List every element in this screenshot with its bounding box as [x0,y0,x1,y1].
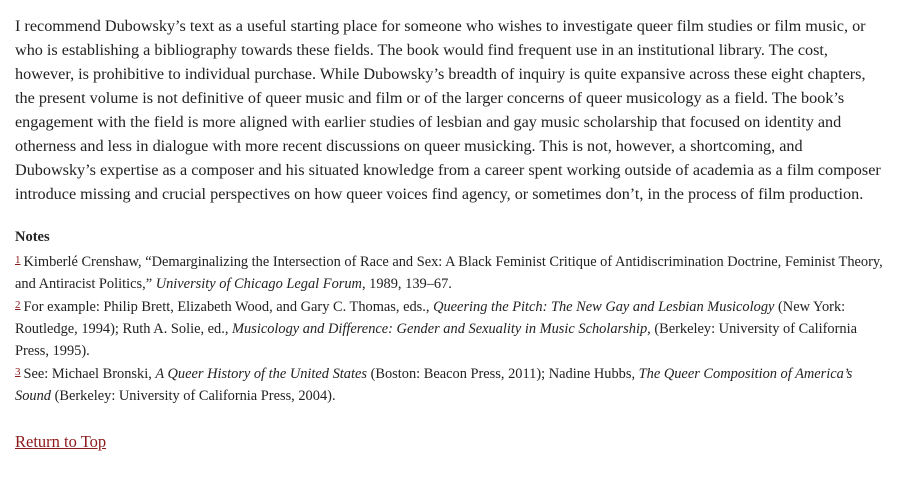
body-paragraph: I recommend Dubowsky’s text as a useful starting place for someone who wishes to investigate queer film studies or film music, or who is establishing a bibliography towards these fields. The book would find frequent use in an institutional library. The cost, however, is prohibitive to individual purchase. While Dubowsky’s breadth of inquiry is quite expansive across these eight chapters, the present volume is not definitive of queer music and film or of the larger concerns of queer musicology as a field. The book’s engagement with the field is more aligned with earlier studies of lesbian and gay music scholarship that focused on identity and otherness and less in dialogue with more recent discussions on queer musicking. This is not, however, a shortcoming, and Dubowsky’s expertise as a composer and his situated knowledge from a career spent working outside of academia as a film composer introduce missing and crucial perspectives on how queer voices find agency, or sometimes don’t, in the process of film production. [15,17,881,203]
footnote-3-marker[interactable]: 3 [15,366,21,378]
footnote-2-text-c: , (Berkeley: University of California Press, 1995). [15,321,857,359]
notes-heading: Notes [15,229,50,245]
footnote-3-text-a: See: Michael Bronski, [23,366,156,382]
footnote-2-title-b: Musicology and Difference: Gender and Sexuality in Music Scholarship [232,321,648,337]
footnote-1-title-a: University of Chicago Legal Forum [155,276,362,292]
footnote-1-marker[interactable]: 1 [15,254,21,266]
footnote-3-text-b: (Boston: Beacon Press, 2011); Nadine Hubbs, [366,366,639,382]
footnote-1 [15,251,886,295]
footnote-3-title-a: A Queer History of the United States [155,366,367,382]
footnote-2-text-a: For example: Philip Brett, Elizabeth Wood, and Gary C. Thomas, eds., [23,299,434,315]
footnote-1-text-b: , 1989, 139–67. [361,276,452,292]
footnote-1-text-a: Kimberlé Crenshaw, “Demarginalizing the Intersection of Race and Sex: A Black Feminist Critique of Antidiscrimination Doctrine, Feminist Theory, and Antiracist Politics,” [15,254,883,292]
footnote-2-text-b: (New York: Routledge, 1994); Ruth A. Solie, ed., [15,299,846,337]
footnote-2 [15,296,886,362]
return-to-top-link[interactable]: Return to Top [15,432,107,451]
footnote-2-title-a: Queering the Pitch: The New Gay and Lesbian Musicology [433,299,775,315]
footnote-3 [15,363,886,407]
footnote-2-marker[interactable]: 2 [15,299,21,311]
footnote-3-title-b: The Queer Composition of America’s Sound [15,366,853,404]
footnote-3-text-c: (Berkeley: University of California Press, 2004). [50,388,336,404]
